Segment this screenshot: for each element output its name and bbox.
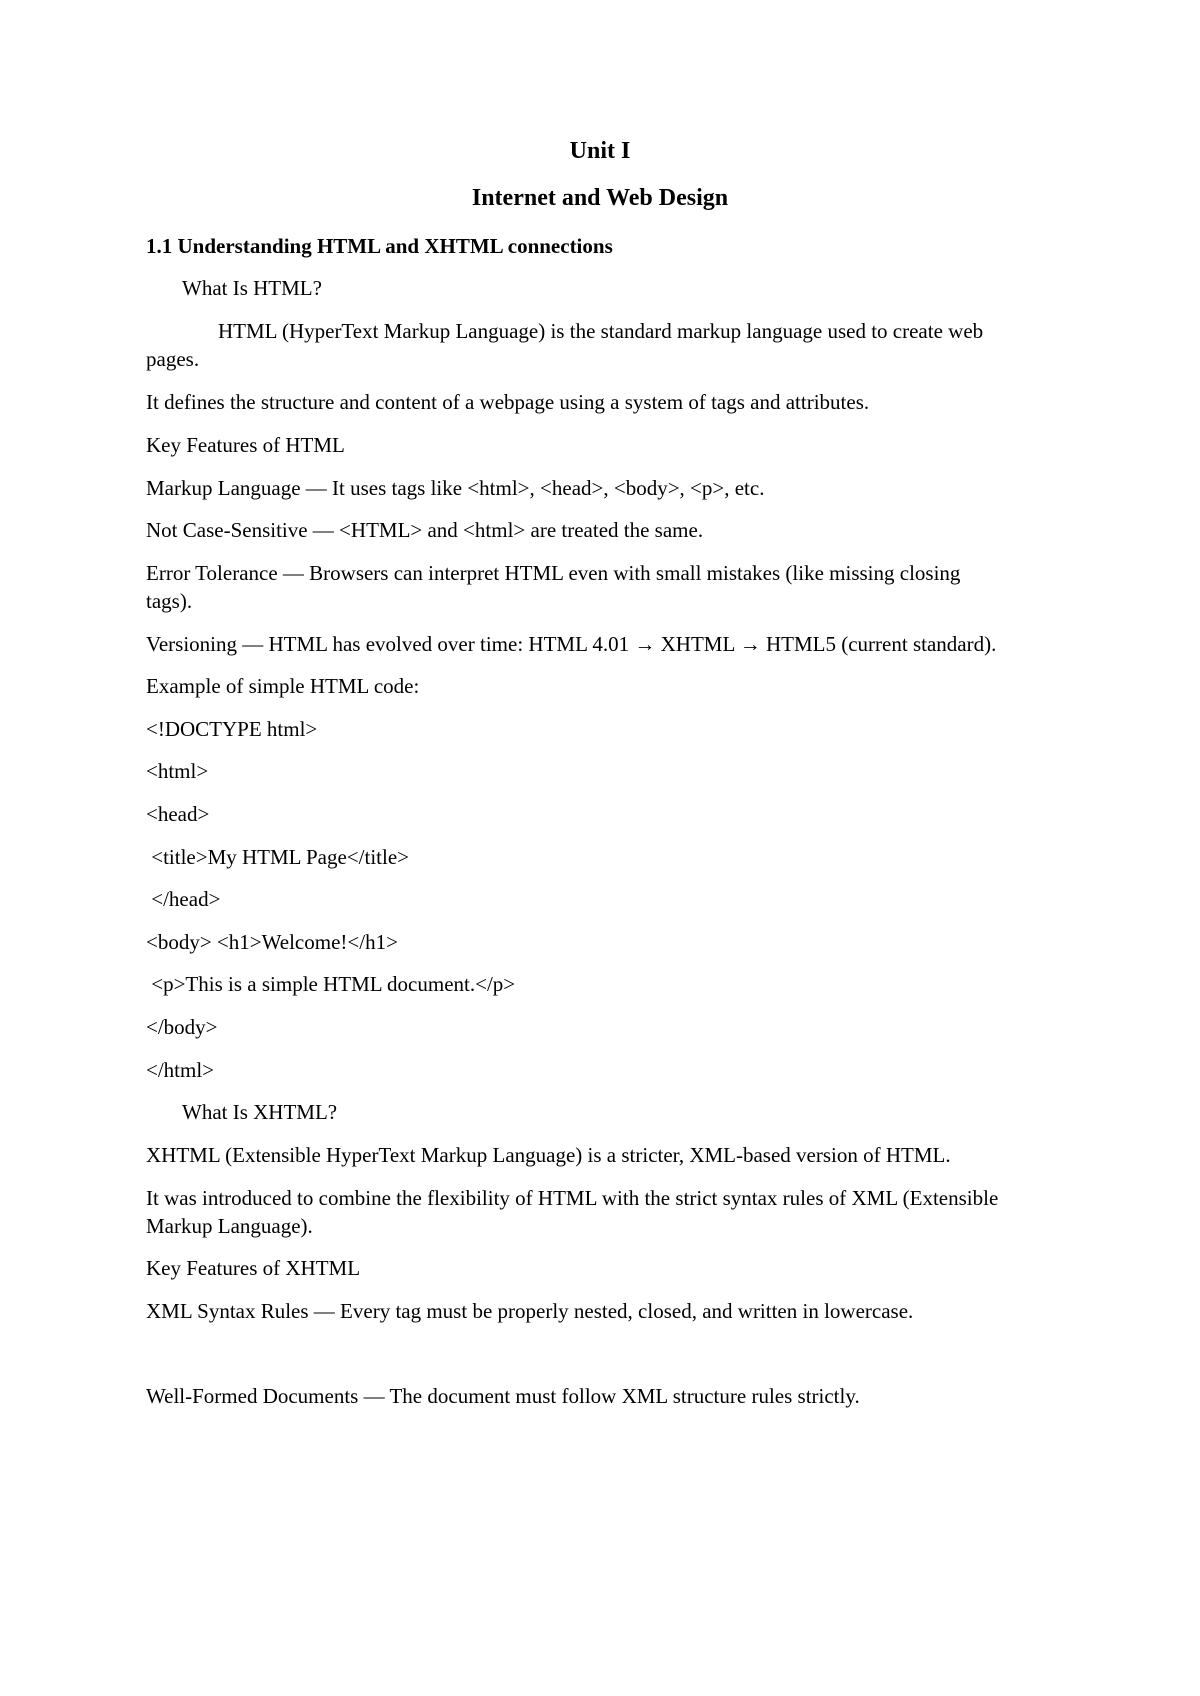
html-question: What Is HTML? — [182, 276, 322, 300]
feature-markup-language: Markup Language — It uses tags like <html>, <head>, <body>, <p>, etc. — [146, 476, 765, 500]
xhtml-definition: XHTML (Extensible HyperText Markup Language) is a stricter, XML-based version of HTML. — [146, 1143, 951, 1167]
code-line: <html> — [146, 759, 209, 783]
feature-case-insensitive: Not Case-Sensitive — <HTML> and <html> are treated the same. — [146, 518, 704, 542]
section-heading: 1.1 Understanding HTML and XHTML connections — [146, 234, 613, 258]
code-line: <title>My HTML Page</title> — [146, 845, 409, 869]
feature-versioning: Versioning — HTML has evolved over time: HTML 4.01 → XHTML → HTML5 (current standard). — [146, 632, 997, 656]
html-definition: HTML (HyperText Markup Language) is the standard markup language used to create web — [218, 319, 984, 343]
code-line: </head> — [146, 887, 221, 911]
page-title: Internet and Web Design — [471, 185, 729, 211]
code-line: <p>This is a simple HTML document.</p> — [146, 972, 516, 996]
code-line: <head> — [146, 802, 210, 826]
code-line: </body> — [146, 1015, 218, 1039]
code-line: <!DOCTYPE html> — [146, 717, 318, 741]
feature-error-tolerance: Error Tolerance — Browsers can interpret HTML even with small mistakes (like missing closing — [146, 561, 961, 585]
xhtml-intro: It was introduced to combine the flexibility of HTML with the strict syntax rules of XML (Extensible — [146, 1186, 999, 1210]
feature-well-formed: Well-Formed Documents — The document must follow XML structure rules strictly. — [146, 1384, 860, 1408]
unit-heading: Unit I — [569, 138, 631, 164]
example-heading: Example of simple HTML code: — [146, 674, 420, 698]
html-structure-text: It defines the structure and content of a webpage using a system of tags and attributes. — [146, 390, 870, 414]
feature-xml-syntax: XML Syntax Rules — Every tag must be properly nested, closed, and written in lowercase. — [146, 1299, 914, 1323]
feature-error-tolerance-cont: tags). — [146, 589, 193, 613]
xhtml-question: What Is XHTML? — [182, 1100, 338, 1124]
html-features-heading: Key Features of HTML — [146, 433, 345, 457]
html-definition-cont: pages. — [146, 347, 200, 371]
code-line: <body> <h1>Welcome!</h1> — [146, 930, 398, 954]
xhtml-features-heading: Key Features of XHTML — [146, 1256, 361, 1280]
code-line: </html> — [146, 1058, 215, 1082]
xhtml-intro-cont: Markup Language). — [146, 1214, 313, 1238]
